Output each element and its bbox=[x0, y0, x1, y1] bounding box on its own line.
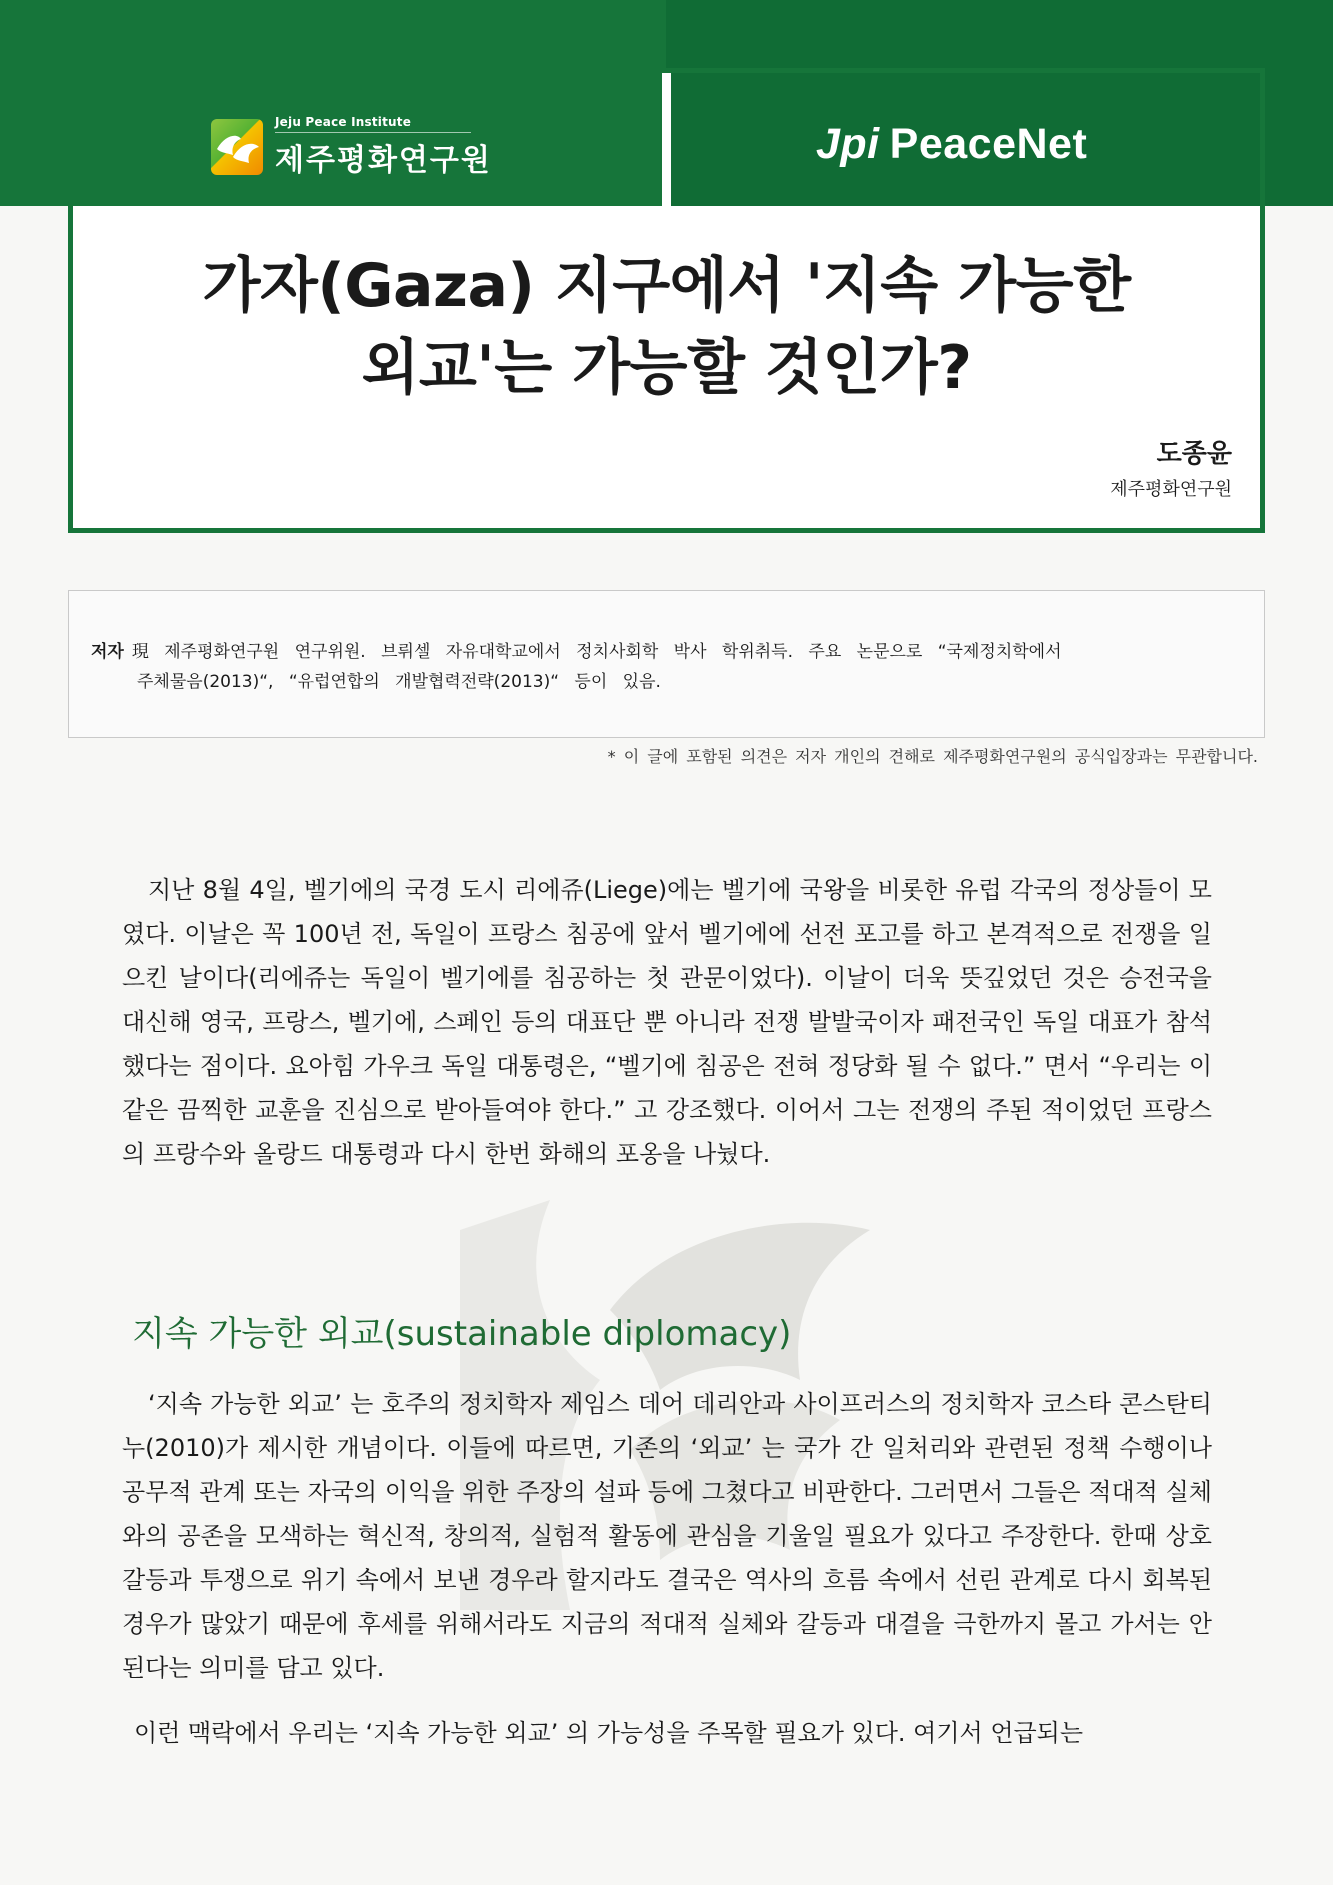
article-title bbox=[73, 245, 1260, 409]
paragraph-3-text: 이런 맥락에서 우리는 ‘지속 가능한 외교’ 의 가능성을 주목할 필요가 있다. 여기서 언급되는 bbox=[134, 1719, 1084, 1747]
title-frame bbox=[68, 68, 1265, 533]
bio-label: 저자 bbox=[91, 642, 124, 662]
author-affiliation: 제주평화연구원 bbox=[1110, 479, 1232, 500]
brand-prefix: Jpi bbox=[816, 120, 880, 168]
peacenet-logo bbox=[816, 120, 1087, 169]
bio-line-1: 現 제주평화연구원 연구위원. 브뤼셀 자유대학교에서 정치사회학 박사 학위취득. 주요 논문으로 “국제정치학에서 bbox=[131, 642, 1062, 662]
institute-logo bbox=[211, 115, 492, 179]
paragraph-2 bbox=[122, 1382, 1212, 1690]
paragraph-2-text: ‘지속 가능한 외교’ 는 호주의 정치학자 제임스 데어 데리안과 사이프러스의 정치학자 코스타 콘스탄티누(2010)가 제시한 개념이다. 이들에 따르면, 기존의 ‘외교’ 는 국가 간 일처리와 관련된 정책 수행이나 공무적 관계 또는 자국의 이익을 위한 주장의 설파 등에 그쳤다고 비판한다. 그러면서 그들은 적대적 실체와의 공존을 모색하는 혁신적, 창의적, 실험적 활동에 관심을 기울일 필요가 있다고 주장한다. 한때 상호 갈등과 투쟁으로 위기 속에서 보낸 경우라 할지라도 결국은 역사의 흐름 속에서 선린 관계로 다시 회복된 경우가 많았기 때문에 후세를 위해서라도 지금의 적대적 실체와 갈등과 대결을 극한까지 몰고 가서는 안 된다는 의미를 담고 있다. bbox=[122, 1390, 1212, 1682]
disclaimer: * 이 글에 포함된 의견은 저자 개인의 견해로 제주평화연구원의 공식입장과는 무관합니다. bbox=[607, 747, 1258, 766]
section-title: 지속 가능한 외교(sustainable diplomacy) bbox=[132, 1314, 792, 1354]
title-line-2: 외교'는 가능할 것인가? bbox=[361, 333, 972, 403]
bio-line-2: 주체물음(2013)“, “유럽연합의 개발협력전략(2013)“ 등이 있음. bbox=[137, 672, 661, 692]
paragraph-1-text: 지난 8월 4일, 벨기에의 국경 도시 리에쥬(Liege)에는 벨기에 국왕을 비롯한 유럽 각국의 정상들이 모였다. 이날은 꼭 100년 전, 독일이 프랑스 침공에 앞서 벨기에에 선전 포고를 하고 본격적으로 전쟁을 일으킨 날이다(리에쥬는 독일이 벨기에를 침공하는 첫 관문이었다). 이날이 더욱 뜻깊었던 것은 승전국을 대신해 영국, 프랑스, 벨기에, 스페인 등의 대표단 뿐 아니라 전쟁 발발국이자 패전국인 독일 대표가 참석했다는 점이다. 요아힘 가우크 독일 대통령은, “벨기에 침공은 전혀 정당화 될 수 없다.” 면서 “우리는 이 같은 끔찍한 교훈을 진심으로 받아들여야 한다.” 고 강조했다. 이어서 그는 전쟁의 주된 적이었던 프랑스의 프랑수와 올랑드 대통령과 다시 한번 화해의 포옹을 나눴다. bbox=[122, 876, 1212, 1168]
author-name: 도종윤 bbox=[1156, 439, 1232, 469]
author-bio-box bbox=[68, 590, 1265, 738]
paragraph-1 bbox=[122, 868, 1212, 1176]
title-line-1: 가자(Gaza) 지구에서 '지속 가능한 bbox=[202, 251, 1131, 321]
org-name-ko: 제주평화연구원 bbox=[275, 143, 492, 178]
dove-logo-icon bbox=[211, 119, 263, 175]
author-bio bbox=[91, 637, 1242, 697]
org-name-en: Jeju Peace Institute bbox=[275, 115, 471, 133]
brand-name: PeaceNet bbox=[889, 120, 1088, 168]
paragraph-3 bbox=[134, 1711, 1212, 1755]
